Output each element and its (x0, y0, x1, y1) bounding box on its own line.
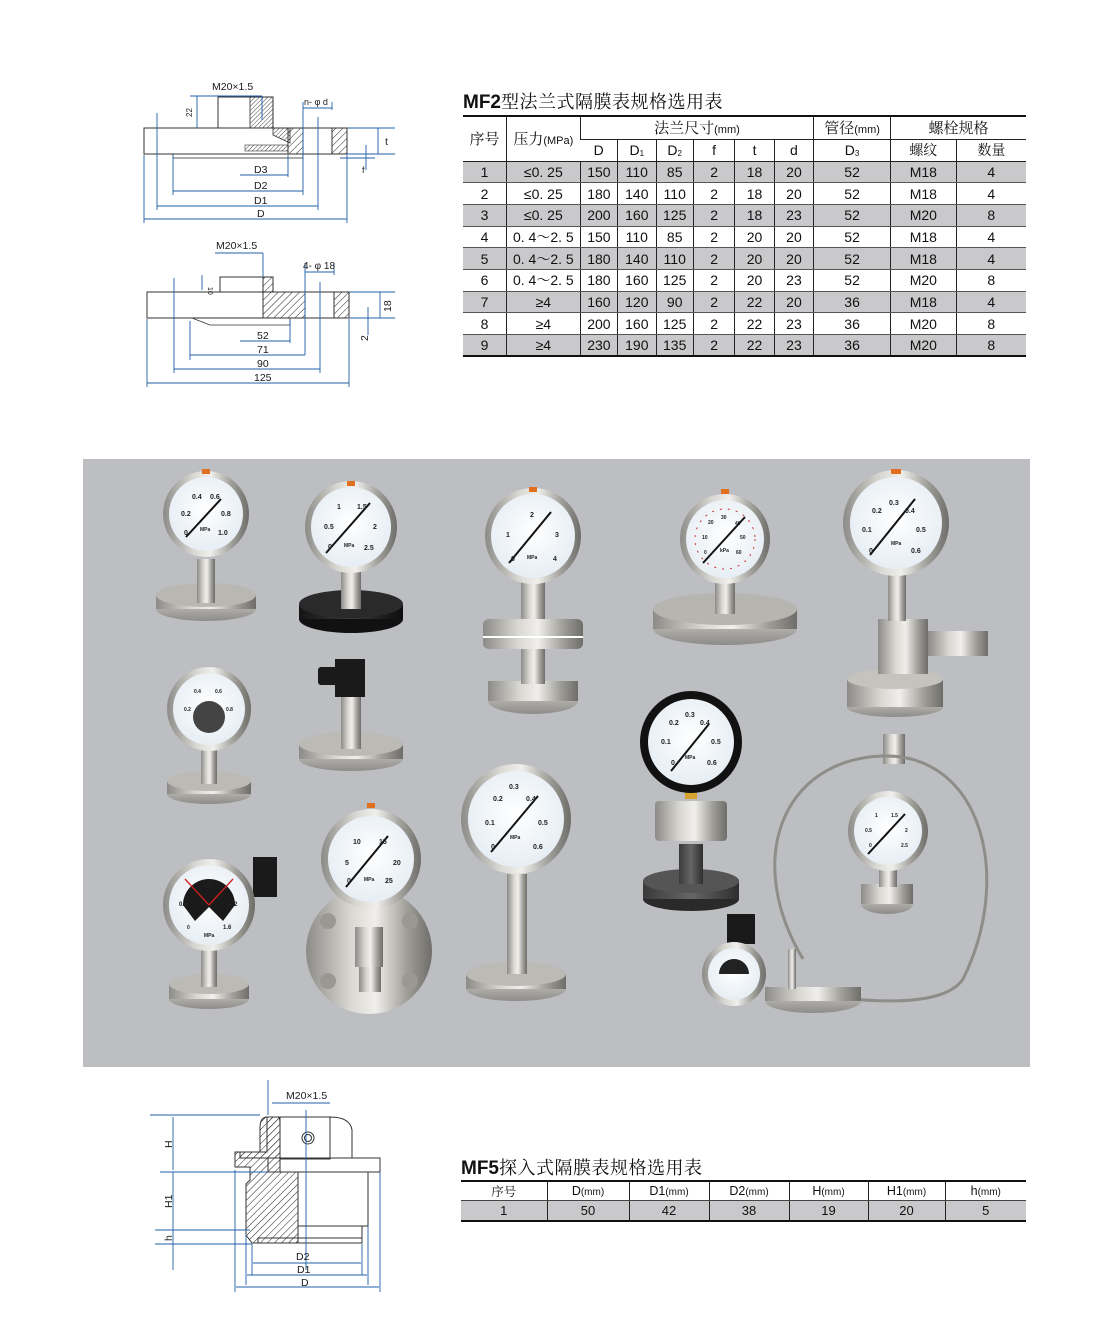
svg-text:D3: D3 (254, 164, 268, 176)
svg-text:90: 90 (257, 358, 269, 370)
cell-d1: 160 (618, 313, 656, 335)
svg-text:5: 5 (345, 860, 349, 867)
svg-text:60: 60 (736, 550, 742, 556)
cell-d2: 125 (656, 313, 693, 335)
table-row (463, 226, 1026, 248)
cell-pressure: 0. 4～2. 5 (506, 269, 580, 291)
svg-text:0.2: 0.2 (184, 707, 191, 713)
table-row (461, 1201, 1026, 1221)
svg-text:0.1: 0.1 (485, 820, 495, 827)
svg-text:0: 0 (511, 556, 515, 563)
cell-d3: 52 (814, 161, 891, 183)
cell-pressure: ≤0. 25 (506, 204, 580, 226)
cell-d: 230 (580, 335, 617, 357)
svg-text:0.4: 0.4 (905, 508, 915, 515)
svg-text:2: 2 (530, 512, 534, 519)
svg-text:0.3: 0.3 (889, 500, 899, 507)
cell-d: 180 (580, 183, 617, 205)
cell-d2: 125 (656, 269, 693, 291)
mf5-header-1: D(mm) (547, 1181, 629, 1201)
svg-text:2: 2 (359, 335, 371, 341)
header-thread: 螺纹 (890, 139, 956, 161)
mf5-header-2: D1(mm) (629, 1181, 709, 1201)
svg-text:D2: D2 (254, 180, 268, 192)
cell-pressure: 0. 4～2. 5 (506, 226, 580, 248)
cell-d3: 52 (814, 269, 891, 291)
svg-text:0: 0 (328, 544, 332, 551)
svg-text:0.4: 0.4 (179, 902, 188, 908)
mf5-header-6: h(mm) (945, 1181, 1026, 1201)
cell-t: 18 (735, 204, 774, 226)
cell-d3: 36 (814, 313, 891, 335)
cell-pressure: ≥4 (506, 335, 580, 357)
gauge-black-case (640, 691, 742, 911)
svg-text:M20×1.5: M20×1.5 (286, 1090, 328, 1102)
mf5-drawing (140, 1080, 400, 1295)
svg-text:MPa: MPa (344, 543, 355, 549)
mf5-header-5: H1(mm) (868, 1181, 945, 1201)
cell-thread: M18 (890, 183, 956, 205)
cell-d3: 36 (814, 291, 891, 313)
svg-text:t: t (385, 136, 388, 148)
svg-text:20: 20 (708, 520, 714, 526)
header-f: f (693, 139, 734, 161)
header-bolt-spec: 螺栓规格 (890, 116, 1026, 139)
table-row (463, 313, 1026, 335)
cell-f: 2 (693, 291, 734, 313)
cell-d3: 52 (814, 226, 891, 248)
cell-qty: 8 (956, 335, 1026, 357)
svg-text:D2: D2 (296, 1251, 310, 1263)
cell-t: 20 (735, 226, 774, 248)
cell-d: 180 (580, 248, 617, 270)
cell-d2: 90 (656, 291, 693, 313)
cell: 38 (709, 1201, 789, 1221)
mf5-header-3: D2(mm) (709, 1181, 789, 1201)
cell-f: 2 (693, 204, 734, 226)
gauge-side-port (843, 469, 988, 764)
svg-text:0.6: 0.6 (911, 548, 921, 555)
mf5-table-title: MF5探入式隔膜表规格选用表 (461, 1158, 703, 1179)
cell-d: 180 (580, 269, 617, 291)
cell-qty: 8 (956, 204, 1026, 226)
cell-d: 23 (774, 269, 813, 291)
cell-thread: M18 (890, 291, 956, 313)
svg-text:20: 20 (393, 860, 401, 867)
svg-text:D1: D1 (254, 195, 268, 207)
svg-text:0: 0 (869, 843, 872, 849)
svg-text:D: D (257, 208, 265, 220)
mf2-example-drawing (130, 235, 410, 390)
cell-qty: 4 (956, 226, 1026, 248)
cell-f: 2 (693, 313, 734, 335)
svg-text:2.5: 2.5 (901, 843, 908, 849)
svg-text:1: 1 (506, 532, 510, 539)
cell-t: 22 (735, 335, 774, 357)
cell-d1: 190 (618, 335, 656, 357)
svg-text:0.5: 0.5 (538, 820, 548, 827)
cell-d3: 52 (814, 204, 891, 226)
cell-t: 22 (735, 313, 774, 335)
svg-text:D1: D1 (297, 1264, 311, 1276)
cell-thread: M18 (890, 248, 956, 270)
header-t: t (735, 139, 774, 161)
cell: 1 (461, 1201, 547, 1221)
table-row (463, 291, 1026, 313)
svg-text:1.2: 1.2 (229, 902, 238, 908)
gauge-flange-1mpa (156, 469, 256, 621)
cell-pressure: ≤0. 25 (506, 183, 580, 205)
cell-seq: 9 (463, 335, 506, 357)
svg-text:0.4: 0.4 (192, 494, 202, 501)
cell-seq: 2 (463, 183, 506, 205)
svg-text:0.5: 0.5 (711, 739, 721, 746)
cell-d: 20 (774, 161, 813, 183)
gauge-clamped-flange (483, 487, 583, 714)
svg-text:25: 25 (385, 878, 393, 885)
svg-text:0.1: 0.1 (661, 739, 671, 746)
svg-text:30: 30 (721, 515, 727, 521)
cell-seq: 4 (463, 226, 506, 248)
svg-text:0.3: 0.3 (685, 712, 695, 719)
cell-seq: 6 (463, 269, 506, 291)
svg-text:0.8: 0.8 (203, 883, 212, 889)
gauge-electric-contact-large (163, 857, 277, 1009)
cell-seq: 3 (463, 204, 506, 226)
svg-text:h: h (163, 1235, 175, 1241)
cell-t: 22 (735, 291, 774, 313)
header-seq: 序号 (463, 116, 506, 161)
svg-text:H: H (163, 1140, 175, 1148)
header-flange-size: 法兰尺寸(mm) (580, 116, 813, 139)
gauge-capillary (775, 756, 987, 1001)
cell-d3: 52 (814, 183, 891, 205)
cell-d2: 110 (656, 183, 693, 205)
svg-text:0.2: 0.2 (493, 796, 503, 803)
hole-label: n- φ d (304, 97, 328, 107)
cell-thread: M18 (890, 161, 956, 183)
cell: 42 (629, 1201, 709, 1221)
svg-text:0.4: 0.4 (700, 720, 710, 727)
svg-text:0.5: 0.5 (865, 828, 872, 834)
mf5-spec-table (461, 1180, 1026, 1222)
cell-seq: 7 (463, 291, 506, 313)
mf5-header-4: H(mm) (789, 1181, 868, 1201)
gauge-kpa-flange (653, 489, 797, 645)
svg-text:15: 15 (379, 839, 387, 846)
svg-text:125: 125 (254, 372, 272, 384)
svg-text:1.0: 1.0 (218, 530, 228, 537)
cell-d: 200 (580, 204, 617, 226)
cell-d2: 110 (656, 248, 693, 270)
pressure-transmitter (299, 659, 403, 771)
cell-d1: 120 (618, 291, 656, 313)
svg-text:MPa: MPa (527, 555, 538, 561)
cell-pressure: ≤0. 25 (506, 161, 580, 183)
svg-text:D: D (301, 1277, 309, 1289)
svg-text:2.5: 2.5 (364, 545, 374, 552)
svg-text:0: 0 (869, 548, 873, 555)
svg-text:MPa: MPa (204, 933, 215, 939)
gauge-electric-contact-small (167, 667, 251, 804)
cell-qty: 4 (956, 183, 1026, 205)
cell-d1: 140 (618, 248, 656, 270)
svg-text:0.6: 0.6 (707, 760, 717, 767)
cell-d1: 160 (618, 269, 656, 291)
cell-qty: 4 (956, 161, 1026, 183)
cell: 50 (547, 1201, 629, 1221)
svg-text:0: 0 (671, 760, 675, 767)
svg-text:40: 40 (735, 521, 741, 527)
cell: 20 (868, 1201, 945, 1221)
cell-thread: M18 (890, 226, 956, 248)
cell-t: 18 (735, 161, 774, 183)
cell-f: 2 (693, 183, 734, 205)
cell-d: 160 (580, 291, 617, 313)
cell-d: 23 (774, 313, 813, 335)
svg-text:1.5: 1.5 (357, 504, 367, 511)
cell-f: 2 (693, 161, 734, 183)
svg-text:0.5: 0.5 (324, 524, 334, 531)
svg-text:0: 0 (491, 844, 495, 851)
svg-text:0.8: 0.8 (221, 511, 231, 518)
cell-thread: M20 (890, 269, 956, 291)
cell: 5 (945, 1201, 1026, 1221)
cell-d1: 160 (618, 204, 656, 226)
gauge-cooling-fin (461, 764, 571, 1001)
header-D: D (580, 139, 617, 161)
svg-text:4- φ 18: 4- φ 18 (303, 261, 336, 272)
cell-d3: 36 (814, 335, 891, 357)
product-photo-panel (83, 459, 1030, 1067)
svg-text:0.2: 0.2 (181, 511, 191, 518)
header-D1: $D_1$ (618, 139, 656, 161)
cell-d: 20 (774, 248, 813, 270)
cell-d: 23 (774, 204, 813, 226)
cell-d1: 140 (618, 183, 656, 205)
svg-text:1.6: 1.6 (223, 925, 232, 931)
cell-seq: 8 (463, 313, 506, 335)
svg-text:1: 1 (337, 504, 341, 511)
cell-d: 20 (774, 291, 813, 313)
table-row (463, 335, 1026, 357)
svg-text:0: 0 (704, 550, 707, 556)
gauge-wafer-flange (306, 803, 432, 1014)
table-row (463, 269, 1026, 291)
cell-f: 2 (693, 269, 734, 291)
cell-d3: 52 (814, 248, 891, 270)
cell-d: 23 (774, 335, 813, 357)
svg-text:1: 1 (875, 813, 878, 819)
cell-d: 20 (774, 183, 813, 205)
svg-text:H1: H1 (163, 1194, 175, 1208)
cell-f: 2 (693, 248, 734, 270)
cell-d: 150 (580, 226, 617, 248)
svg-text:f: f (362, 165, 365, 175)
header-qty: 数量 (956, 139, 1026, 161)
svg-text:0.6: 0.6 (215, 689, 222, 695)
cell-f: 2 (693, 226, 734, 248)
cell-qty: 4 (956, 291, 1026, 313)
gauge-electric-contact-capillary (702, 914, 861, 1013)
cell-thread: M20 (890, 335, 956, 357)
cell-d: 150 (580, 161, 617, 183)
svg-text:2: 2 (373, 524, 377, 531)
svg-text:22: 22 (185, 108, 194, 117)
svg-text:10: 10 (206, 287, 213, 295)
cell-d2: 85 (656, 226, 693, 248)
svg-text:10: 10 (353, 839, 361, 846)
svg-text:2: 2 (905, 828, 908, 834)
table-row (463, 161, 1026, 183)
cell-d2: 125 (656, 204, 693, 226)
header-d: d (774, 139, 813, 161)
cell-d2: 85 (656, 161, 693, 183)
cell-t: 20 (735, 269, 774, 291)
cell-t: 20 (735, 248, 774, 270)
cell-qty: 4 (956, 248, 1026, 270)
cell-d: 20 (774, 226, 813, 248)
header-D2: $D_2$ (656, 139, 693, 161)
svg-text:10: 10 (702, 535, 708, 541)
svg-text:MPa: MPa (364, 877, 375, 883)
svg-text:3: 3 (555, 532, 559, 539)
thread-label: M20×1.5 (212, 81, 254, 93)
svg-text:0.1: 0.1 (862, 527, 872, 534)
svg-text:kPa: kPa (720, 548, 729, 554)
table-row (463, 204, 1026, 226)
cell-d1: 110 (618, 226, 656, 248)
table-row (463, 248, 1026, 270)
mf2-table-title: MF2型法兰式隔膜表规格选用表 (463, 92, 723, 113)
cell-thread: M20 (890, 204, 956, 226)
svg-text:MPa: MPa (510, 835, 521, 841)
cell-d: 200 (580, 313, 617, 335)
svg-text:MPa: MPa (891, 541, 902, 547)
cell-pressure: ≥4 (506, 313, 580, 335)
svg-text:1.5: 1.5 (891, 813, 898, 819)
cell-seq: 1 (463, 161, 506, 183)
svg-text:0.4: 0.4 (526, 796, 536, 803)
svg-text:71: 71 (257, 344, 269, 356)
header-pipe-diameter: 管径(mm) (814, 116, 891, 139)
cell-qty: 8 (956, 269, 1026, 291)
svg-text:0.5: 0.5 (916, 527, 926, 534)
cell: 19 (789, 1201, 868, 1221)
table-row (463, 183, 1026, 205)
svg-text:0.3: 0.3 (509, 784, 519, 791)
cell-pressure: ≥4 (506, 291, 580, 313)
svg-text:M20×1.5: M20×1.5 (216, 240, 258, 252)
svg-text:4: 4 (553, 556, 557, 563)
svg-text:52: 52 (257, 330, 269, 342)
svg-text:MPa: MPa (685, 755, 696, 761)
gauge-black-flange (299, 481, 403, 633)
svg-text:0.4: 0.4 (194, 689, 201, 695)
svg-text:0.8: 0.8 (226, 707, 233, 713)
cell-f: 2 (693, 335, 734, 357)
svg-text:0: 0 (347, 878, 351, 885)
svg-text:0.2: 0.2 (669, 720, 679, 727)
svg-text:0.2: 0.2 (872, 508, 882, 515)
mf2-generic-drawing (130, 65, 410, 230)
mf2-spec-table (463, 115, 1026, 357)
svg-text:MPa: MPa (200, 527, 211, 533)
svg-text:0.6: 0.6 (210, 494, 220, 501)
svg-text:50: 50 (740, 535, 746, 541)
mf5-header-0: 序号 (461, 1181, 547, 1201)
cell-seq: 5 (463, 248, 506, 270)
cell-pressure: 0. 4～2. 5 (506, 248, 580, 270)
cell-d2: 135 (656, 335, 693, 357)
cell-thread: M20 (890, 313, 956, 335)
svg-text:18: 18 (382, 300, 394, 312)
svg-text:0.6: 0.6 (533, 844, 543, 851)
cell-t: 18 (735, 183, 774, 205)
cell-d1: 110 (618, 161, 656, 183)
svg-text:0: 0 (184, 530, 188, 537)
svg-text:0: 0 (187, 925, 190, 931)
cell-qty: 8 (956, 313, 1026, 335)
header-pressure: 压力(MPa) (506, 116, 580, 161)
header-D3: $D_3$ (814, 139, 891, 161)
